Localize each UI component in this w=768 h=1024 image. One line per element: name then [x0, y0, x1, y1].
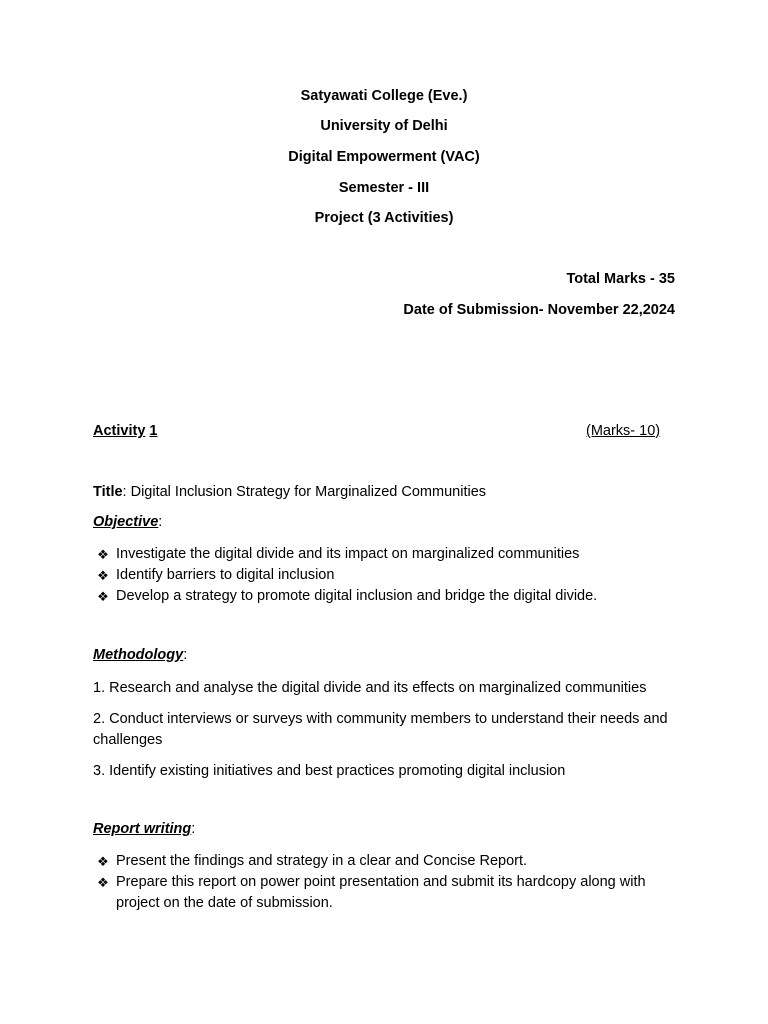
diamond-bullet-icon: ❖ — [97, 589, 109, 604]
title-text: : Digital Inclusion Strategy for Marginalized Communities — [122, 484, 487, 500]
colon: : — [183, 647, 188, 663]
diamond-bullet-icon: ❖ — [97, 547, 109, 562]
methodology-heading — [93, 647, 187, 663]
objective-list — [93, 544, 693, 607]
methodology-label: Methodology — [93, 647, 184, 663]
activity-number: 1 — [149, 423, 158, 439]
list-item — [93, 872, 663, 914]
objective-item: Develop a strategy to promote digital inclusion and bridge the digital divide. — [116, 588, 598, 604]
title-label: Title — [93, 484, 123, 500]
objective-heading — [93, 514, 162, 530]
submission-date: Date of Submission- November 22,2024 — [403, 302, 675, 318]
semester: Semester - III — [338, 180, 430, 196]
methodology-step: 3. Identify existing initiatives and best practices promoting digital inclusion — [93, 763, 566, 779]
report-item: Present the findings and strategy in a clear and Concise Report. — [116, 853, 528, 869]
list-item — [93, 851, 663, 872]
methodology-step: 1. Research and analyse the digital divide and its effects on marginalized communities — [93, 680, 647, 696]
diamond-bullet-icon: ❖ — [97, 568, 109, 583]
diamond-bullet-icon: ❖ — [97, 875, 109, 890]
list-item — [93, 544, 693, 565]
activity-heading — [93, 423, 158, 439]
activity-label: Activity — [93, 423, 146, 439]
objective-item: Investigate the digital divide and its impact on marginalized communities — [116, 546, 580, 562]
university-name: University of Delhi — [320, 118, 448, 134]
college-name: Satyawati College (Eve.) — [300, 88, 468, 104]
project-title: Project (3 Activities) — [314, 210, 454, 226]
colon: : — [191, 821, 196, 837]
activity-title — [93, 484, 486, 500]
methodology-step: 2. Conduct interviews or surveys with community members to understand their needs and challenges — [93, 711, 668, 748]
course-name: Digital Empowerment (VAC) — [288, 149, 480, 165]
total-marks: Total Marks - 35 — [566, 271, 675, 287]
list-item — [93, 565, 693, 586]
colon: : — [158, 514, 163, 530]
objective-label: Objective — [93, 514, 159, 530]
report-list — [93, 851, 663, 914]
objective-item: Identify barriers to digital inclusion — [116, 567, 335, 583]
report-item: Prepare this report on power point presentation and submit its hardcopy along with project on the date of submission. — [116, 874, 646, 911]
activity-marks: (Marks- 10) — [586, 423, 661, 439]
report-label: Report writing — [93, 821, 192, 837]
diamond-bullet-icon: ❖ — [97, 854, 109, 869]
list-item — [93, 586, 693, 607]
report-heading — [93, 821, 195, 837]
